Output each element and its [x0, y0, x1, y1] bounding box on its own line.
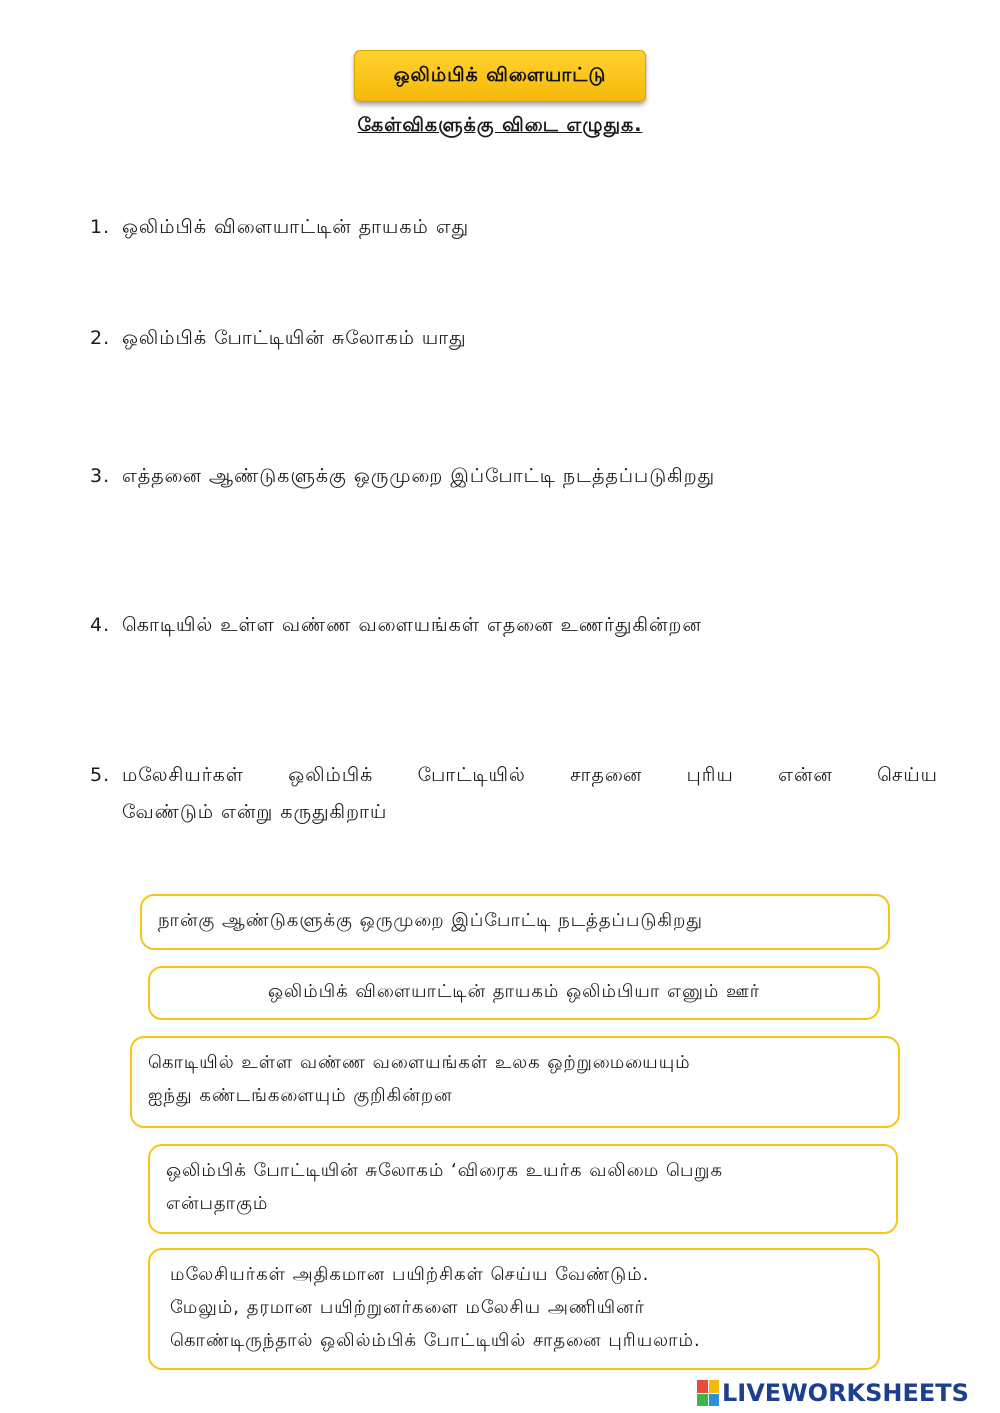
- question-word: ஒலிம்பிக்: [288, 764, 374, 786]
- question-word: புரிய: [686, 764, 734, 786]
- logo-text: LIVEWORKSHEETS: [722, 1379, 969, 1407]
- question-text: எத்தனை ஆண்டுகளுக்கு ஒருமுறை இப்போட்டி நடத்தப்படுகிறது: [122, 465, 716, 487]
- question-word: மலேசியர்கள்: [122, 764, 244, 786]
- question-word: சாதனை: [570, 764, 643, 786]
- answer-card-2[interactable]: [148, 966, 880, 1020]
- question-number: 5.: [90, 764, 111, 786]
- answer-text: மேலும், தரமான பயிற்றுனர்களை மலேசிய அணியினர்: [170, 1297, 645, 1318]
- question-1: [90, 209, 469, 246]
- answer-card-4[interactable]: [148, 1144, 898, 1234]
- question-word: செய்ய: [877, 764, 938, 786]
- question-4: [90, 607, 702, 644]
- question-number: 4.: [90, 614, 111, 636]
- question-word: என்ன: [778, 764, 833, 786]
- answer-text: ஒலிம்பிக் விளையாட்டின் தாயகம் ஒலிம்பியா எனும் ஊர்: [267, 981, 761, 1002]
- answer-text: நான்கு ஆண்டுகளுக்கு ஒருமுறை இப்போட்டி நடத்தப்படுகிறது: [158, 910, 704, 931]
- question-text-line-2: வேண்டும் என்று கருதுகிறாய்: [122, 801, 388, 823]
- question-text: கொடியில் உள்ள வண்ண வளையங்கள் எதனை உணர்துகின்றன: [122, 614, 702, 636]
- question-number: 2.: [90, 327, 111, 349]
- question-word: போட்டியில்: [417, 764, 526, 786]
- question-number: 3.: [90, 465, 111, 487]
- question-text-line-1: [122, 757, 938, 794]
- question-number: 1.: [90, 216, 111, 238]
- instruction-text: கேள்விகளுக்கு விடை எழுதுக.: [357, 114, 643, 136]
- answer-text: கொண்டிருந்தால் ஒலில்ம்பிக் போட்டியில் சாதனை புரியலாம்.: [170, 1330, 701, 1351]
- answer-text: ஒலிம்பிக் போட்டியின் சுலோகம் ‘விரைக உயர்க வலிமை பெறுக: [166, 1160, 723, 1181]
- answer-text: என்பதாகும்: [166, 1193, 269, 1214]
- liveworksheets-logo: [697, 1378, 969, 1408]
- question-text: ஒலிம்பிக் போட்டியின் சுலோகம் யாது: [122, 327, 467, 349]
- question-5: [90, 757, 938, 831]
- logo-icon: [697, 1380, 719, 1406]
- question-text: ஒலிம்பிக் விளையாட்டின் தாயகம் எது: [122, 216, 470, 238]
- question-3: [90, 458, 715, 495]
- answer-card-3[interactable]: [130, 1036, 900, 1128]
- question-2: [90, 320, 467, 357]
- answer-text: மலேசியர்கள் அதிகமான பயிற்சிகள் செய்ய வேண்டும்.: [170, 1264, 650, 1285]
- answer-card-5[interactable]: [148, 1248, 880, 1370]
- answer-text: கொடியில் உள்ள வண்ண வளையங்கள் உலக ஒற்றுமையையும்: [148, 1052, 691, 1073]
- worksheet-title: ஒலிம்பிக் விளையாட்டு: [354, 50, 646, 102]
- answer-text: ஐந்து கண்டங்களையும் குறிகின்றன: [148, 1085, 453, 1106]
- answer-card-1[interactable]: [140, 894, 890, 950]
